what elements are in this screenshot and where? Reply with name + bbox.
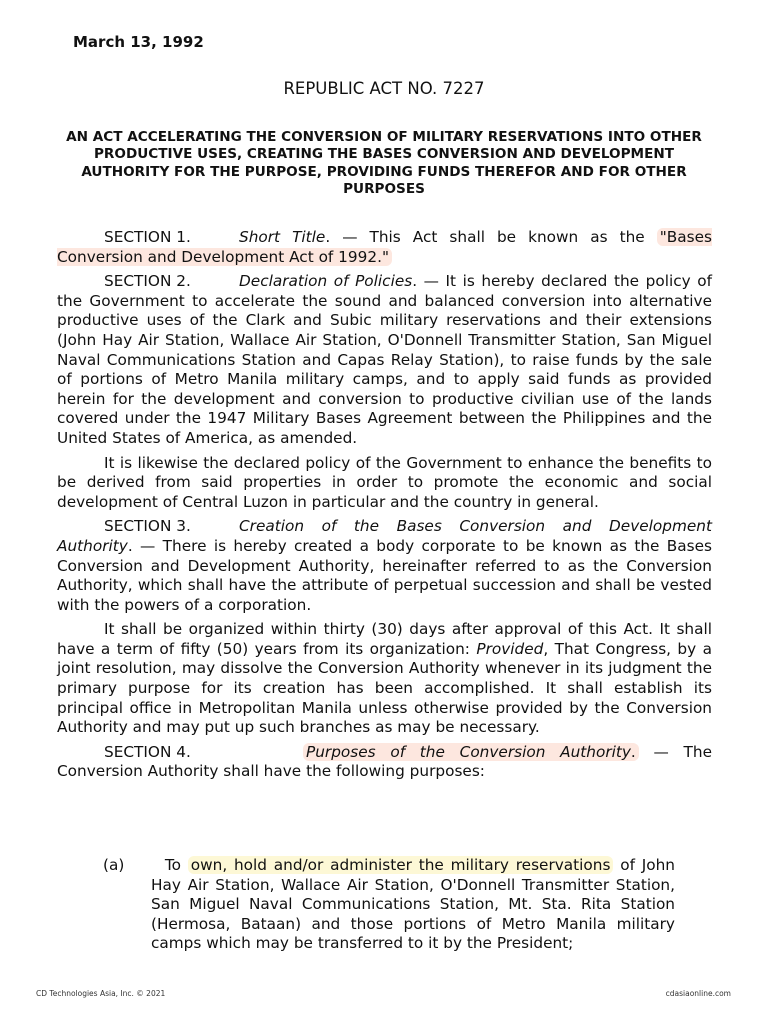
- footer-copyright: CD Technologies Asia, Inc. © 2021: [36, 989, 166, 998]
- section-3-para2-a: It shall be organized within thirty (30) days after approval of this Act. It shall have a term of fifty (50) years from its organization:: [57, 620, 712, 658]
- item-highlight: own, hold and/or administer the military reservations: [188, 856, 614, 874]
- act-number: REPUBLIC ACT NO. 7227: [283, 79, 485, 98]
- section-2-paragraph-2: It is likewise the declared policy of the Government to enhance the benefits to be derived from said properties in order to promote the economic and social development of Central Luzon in particular and the country in general.: [57, 453, 712, 511]
- section-3: [57, 517, 712, 615]
- item-label: (a): [103, 856, 125, 874]
- document-date: March 13, 1992: [73, 33, 204, 51]
- footer-site: cdasiaonline.com: [665, 989, 731, 998]
- section-4-item-a: [103, 856, 675, 954]
- section-4-text: — The Conversion Authority shall have the following purposes:: [57, 742, 712, 781]
- section-2-heading: Declaration of Policies: [239, 272, 413, 291]
- section-4-label: SECTION 4.: [104, 742, 191, 761]
- section-1-label: SECTION 1.: [104, 228, 191, 246]
- document-body: [57, 228, 712, 787]
- section-3-heading: Creation of the Bases Conversion and Development Authority: [57, 517, 712, 555]
- section-3-text: . — There is hereby created a body corporate to be known as the Bases Conversion and Development Authority, hereinafter referred to as the Conversion Authority, which shall have the attribute of perpetual succession and shall be vested with the powers of a corporation.: [57, 536, 712, 614]
- section-2-label: SECTION 2.: [104, 272, 191, 291]
- section-3-paragraph-2: [57, 620, 712, 738]
- section-4-heading-dot: .: [630, 742, 636, 761]
- section-4-heading: Purposes of the Conversion Authority: [306, 742, 631, 761]
- section-1-highlight: "Bases Conversion and Development Act of 1992.": [57, 228, 712, 266]
- item-text: [151, 856, 675, 954]
- section-4: [57, 743, 712, 782]
- section-4-heading-highlight: [303, 743, 639, 761]
- section-1-heading: Short Title: [239, 228, 326, 246]
- item-prefix: To: [164, 856, 182, 874]
- section-3-provided: Provided: [476, 639, 544, 658]
- section-2: [57, 272, 712, 448]
- item-rest: of John Hay Air Station, Wallace Air Station, O'Donnell Transmitter Station, San Miguel Naval Communications Station, Mt. Sta. Rita Station (Hermosa, Bataan) and those portions of Metro Manila military camps which may be transferred to it by the President;: [151, 856, 675, 953]
- act-title: AN ACT ACCELERATING THE CONVERSION OF MILITARY RESERVATIONS INTO OTHER PRODUCTIVE USES, CREATING THE BASES CONVERSION AND DEVELOPMENT AUTHORITY FOR THE PURPOSE, PROVIDING FUNDS THEREFOR AND FOR OTHER PURPOSES: [66, 129, 702, 198]
- section-2-text: . — It is hereby declared the policy of the Government to accelerate the sound and balanced conversion into alternative productive uses of the Clark and Subic military reservations and their extensions (John Hay Air Station, Wallace Air Station, O'Donnell Transmitter Station, San Miguel Naval Communications Station and Capas Relay Station), to raise funds by the sale of portions of Metro Manila military camps, and to apply said funds as provided herein for the development and conversion to productive civilian use of the lands covered under the 1947 Military Bases Agreement between the Philippines and the United States of America, as amended.: [57, 272, 712, 447]
- section-1: [57, 228, 712, 267]
- section-3-label: SECTION 3.: [104, 517, 191, 536]
- section-3-para2-b: , That Congress, by a joint resolution, may dissolve the Conversion Authority whenever in its judgment the primary purpose for its creation has been accomplished. It shall establish its principal office in Metropolitan Manila unless otherwise provided by the Conversion Authority and may put up such branches as may be necessary.: [57, 639, 712, 737]
- section-1-intro: . — This Act shall be known as the: [325, 228, 657, 246]
